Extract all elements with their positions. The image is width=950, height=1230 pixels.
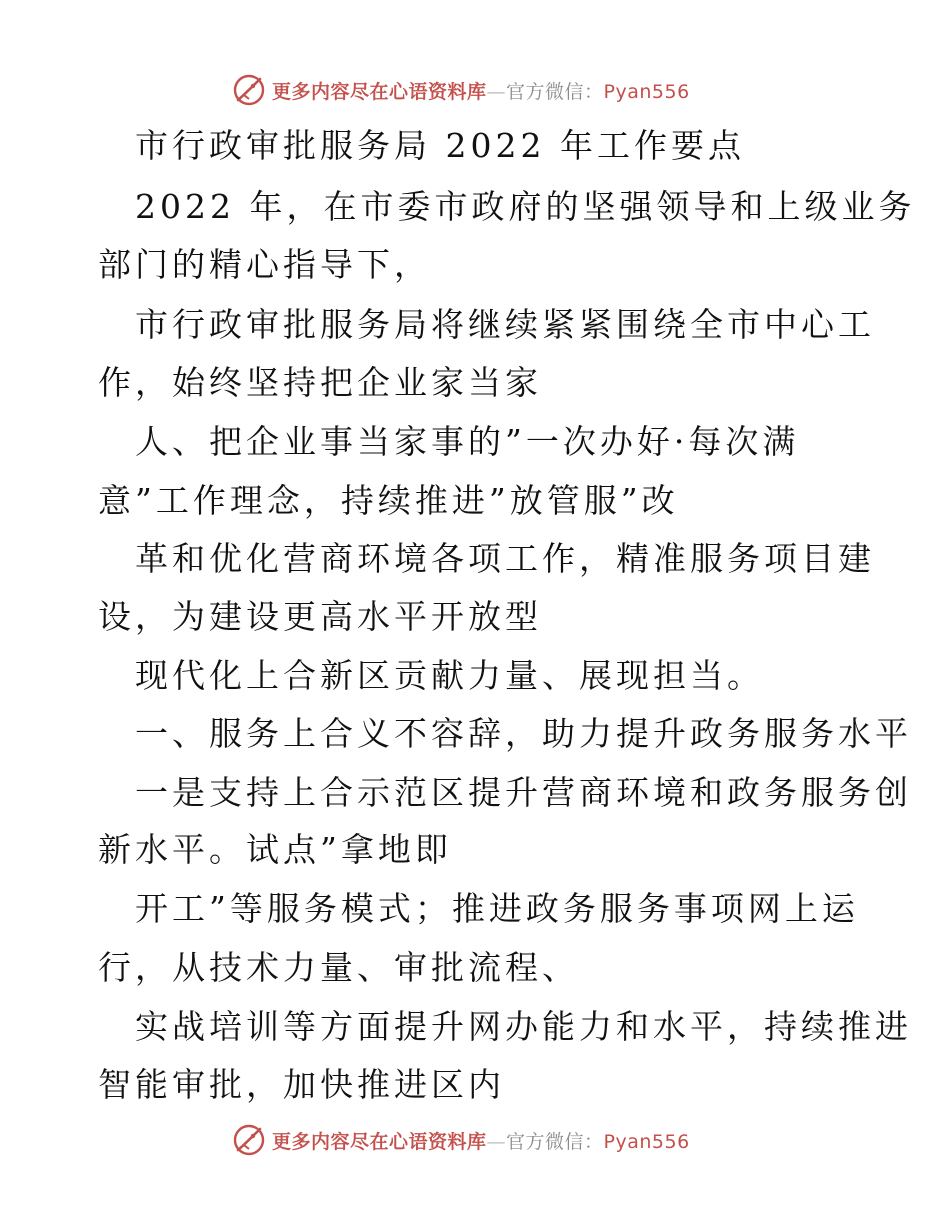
text-line: 实战培训等方面提升网办能力和水平，持续推进 [135, 1007, 912, 1046]
text-line: 意”工作理念，持续推进”放管服”改 [98, 481, 679, 520]
banner-label: 官方微信： [506, 80, 604, 103]
text-line: 智能审批，加快推进区内 [98, 1065, 505, 1104]
text-line: 2022 年，在市委市政府的坚强领导和上级业务 [135, 187, 916, 226]
text-line: 一是支持上合示范区提升营商环境和政务服务创 [135, 773, 912, 812]
text-line: 新水平。试点”拿地即 [98, 830, 452, 869]
text-line: 开工”等服务模式；推进政务服务事项网上运 [135, 889, 859, 928]
footer-watermark [232, 1122, 732, 1158]
text-line: 现代化上合新区贡献力量、展现担当。 [135, 656, 764, 695]
text-line: 作，始终坚持把企业家当家 [98, 363, 542, 402]
document-title: 市行政审批服务局 2022 年工作要点 [135, 126, 745, 165]
banner-wechat-id: Pyan556 [603, 1130, 690, 1153]
text-line: 市行政审批服务局将继续紧紧围绕全市中心工 [135, 305, 875, 344]
banner-main-text: 更多内容尽在心语资料库 [272, 80, 487, 103]
banner-wechat-id: Pyan556 [603, 80, 690, 103]
banner-main-text: 更多内容尽在心语资料库 [272, 1130, 487, 1153]
text-line: 行，从技术力量、审批流程、 [98, 948, 579, 987]
banner-separator: — [486, 80, 507, 103]
text-line: 人、把企业事当家事的”一次办好·每次满 [135, 422, 800, 461]
text-line: 革和优化营商环境各项工作，精准服务项目建 [135, 539, 875, 578]
text-line: 设，为建设更高水平开放型 [98, 597, 542, 636]
pen-logo-icon [232, 73, 266, 107]
banner-separator: — [486, 1130, 507, 1153]
pen-logo-icon [232, 1123, 266, 1157]
banner-label: 官方微信： [506, 1130, 604, 1153]
section-heading: 一、服务上合义不容辞，助力提升政务服务水平 [135, 714, 912, 753]
header-watermark [232, 72, 732, 108]
text-line: 部门的精心指导下， [98, 245, 431, 284]
